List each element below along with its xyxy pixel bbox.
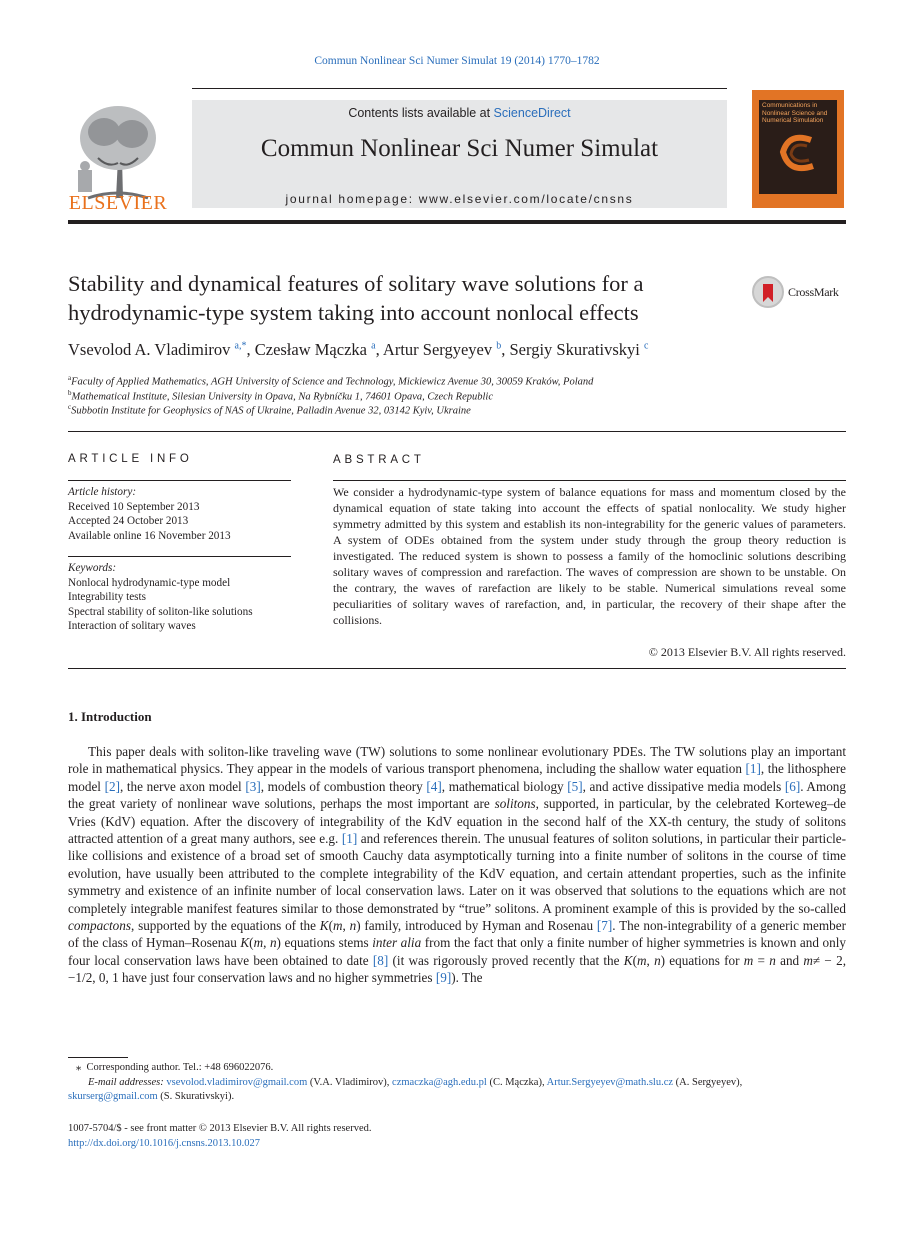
crossmark-icon (752, 276, 784, 308)
body-text-run: and (775, 952, 804, 968)
keywords-rule (68, 556, 291, 557)
italic-text: m (803, 952, 813, 968)
author-3: Artur Sergyeyev $^b$, (382, 340, 510, 359)
body-text-run: ) equations for (660, 952, 744, 968)
body-text-run: , the lithosphere model (68, 761, 846, 794)
author-4: Sergiy Skurativskyi $^c$ (509, 340, 649, 359)
journal-masthead (68, 88, 846, 224)
article-info-rule (68, 480, 291, 481)
citation-ref-link[interactable]: [7] (596, 918, 613, 934)
body-text-run: ( (328, 918, 333, 934)
author-1-affil-marker[interactable]: a,* (234, 340, 247, 352)
body-text-run: , and active dissipative media models (582, 778, 785, 794)
keywords-label: Keywords: (68, 562, 117, 574)
body-text-run: , mathematical biology (441, 778, 568, 794)
italic-text: n (654, 952, 661, 968)
citation-ref-link[interactable]: [1] (341, 831, 358, 847)
crossmark-label: CrossMark (788, 285, 839, 299)
online-date: Available online 16 November 2013 (68, 529, 231, 542)
sciencedirect-link[interactable]: ScienceDirect (493, 106, 571, 120)
cover-text: Communications in Nonlinear Science and Numerical Simulation (762, 102, 828, 124)
doi-link[interactable]: http://dx.doi.org/10.1016/j.cnsns.2013.10.027 (68, 1137, 261, 1149)
email-link[interactable]: vsevolod.vladimirov@gmail.com (166, 1076, 308, 1088)
email-addresses: E-mail addresses: vsevolod.vladimirov@gmail.com (V.A. Vladimirov), czmaczka@agh.edu.pl (C. Mączka), Artur.Sergyeyev@math.slu.cz (A. Sergyeyev), (88, 1076, 743, 1088)
masthead-top-rule (192, 88, 727, 89)
journal-banner (192, 100, 727, 208)
elsevier-wordmark: ELSEVIER (68, 192, 168, 214)
body-text-run: , (646, 952, 655, 968)
affiliation-b: $^b$Mathematical Institute, Silesian University in Opava, Na Rybníčku 1, 74601 Opava, Czech Republic (68, 389, 493, 403)
body-text-run: from the fact that only a finite number of higher symmetries is known and only four local conservation laws have been obtained to date (68, 935, 846, 968)
body-text-run: , supported, in particular, by the celebrated Korteweg–de Vries (KdV) equation. After the discovery of integrability of the KdV equation in the second half of the XX-th century, the study of solitons attracted attention of a great many authors, see e.g. (68, 796, 846, 847)
article-title: Stability and dynamical features of solitary wave solutions for a hydrodynamic-type system taking into account nonlocal effects (68, 271, 644, 325)
body-text-run: and references therein. The unusual features of soliton solutions, in particular their particle-like collisions and existence of a broad set of smooth Cauchy data asymptotically turning into a finite number of solitons in the course of time evolution, have usually been attributed to the complete integrability of the KdV equation, and certain attendant properties, such as the infinite symmetry and existence of an infinite number of local conservation laws. Later on it was observed that solutions to the equations which are not completely integrable manifest features similar to those demonstrated by “true” solitons. A prominent example of this is provided by the so-called (68, 831, 846, 916)
affiliation-divider (68, 431, 846, 432)
journal-citation[interactable]: Commun Nonlinear Sci Numer Simulat 19 (2014) 1770–1782 (314, 55, 600, 67)
citation-ref-link[interactable]: [3] (245, 778, 261, 794)
citation-ref-link[interactable]: [8] (372, 952, 389, 968)
body-text-run: , supported by the equations of the (131, 918, 320, 934)
author-2: Czesław Mączka $^a$, (254, 340, 383, 359)
body-text-run: , (263, 935, 270, 951)
contents-prefix: Contents lists available at (348, 106, 494, 120)
keywords (68, 561, 293, 634)
email-link[interactable]: skurserg@gmail.com (68, 1091, 158, 1102)
introduction-heading: 1. Introduction (68, 709, 152, 724)
article-info-heading: ARTICLE INFO (68, 453, 193, 465)
body-text-run: = (753, 952, 770, 968)
body-text-run: . Among the great variety of nonlinear wave solutions, perhaps the most important are (68, 778, 846, 812)
italic-text: inter alia (372, 935, 422, 951)
citation-ref-link[interactable]: [1] (745, 761, 761, 777)
keyword-item: Nonlocal hydrodynamic-type model (68, 576, 231, 589)
body-text-run: ) equations stems (276, 935, 373, 951)
italic-text: m (743, 952, 754, 968)
abstract-copyright: © 2013 Elsevier B.V. All rights reserved. (648, 645, 846, 659)
abstract-bottom-rule (68, 668, 846, 669)
abstract-heading: ABSTRACT (333, 454, 425, 466)
author-3-affil-marker[interactable]: b (496, 340, 502, 352)
body-text-run: , (342, 918, 350, 934)
italic-text: n (349, 918, 357, 934)
affiliation-a: $^a$Faculty of Applied Mathematics, AGH University of Science and Technology, Mickiewicz Avenue 30, 30059 Kraków, Poland (68, 374, 594, 388)
footnote-rule (68, 1057, 128, 1058)
italic-text: solitons (494, 796, 536, 812)
email-link[interactable]: czmaczka@agh.edu.pl (392, 1076, 487, 1088)
body-text-run: , the nerve axon model (119, 778, 246, 794)
author-list (68, 340, 848, 360)
history-label: Article history: (68, 486, 137, 498)
italic-text: m (636, 952, 647, 968)
footnotes (68, 1061, 846, 1105)
email-addresses-cont: skurserg@gmail.com (S. Skurativskyi). (68, 1091, 235, 1102)
email-label: E-mail addresses: (88, 1076, 164, 1088)
italic-text: K (240, 935, 250, 951)
journal-cover-thumbnail[interactable] (752, 90, 844, 208)
italic-text: m (253, 935, 264, 951)
citation-ref-link[interactable]: [4] (426, 778, 442, 794)
citation-ref-link[interactable]: [2] (104, 778, 120, 794)
keyword-item: Interaction of solitary waves (68, 620, 196, 632)
italic-text: compactons (68, 918, 131, 934)
keyword-item: Integrability tests (68, 591, 146, 603)
body-text-run: (it was rigorously proved recently that the (388, 952, 624, 968)
email-link[interactable]: Artur.Sergyeyev@math.slu.cz (546, 1076, 674, 1088)
body-text-run: ( (632, 952, 637, 968)
body-text-run: ) family, introduced by Hyman and Rosenau (356, 918, 597, 934)
abstract-rule (333, 480, 846, 481)
journal-homepage[interactable]: journal homepage: www.elsevier.com/locate/cnsns (285, 192, 634, 206)
italic-text: K (319, 918, 329, 934)
body-text-run: ). The (451, 970, 483, 986)
citation-ref-link[interactable]: [6] (784, 778, 801, 794)
italic-text: K (623, 952, 633, 968)
introduction-paragraph (68, 743, 846, 987)
body-text-run: . The non-integrability of a generic member of the class of Hyman–Rosenau (68, 918, 846, 951)
author-2-affil-marker[interactable]: a (371, 340, 376, 352)
citation-ref-link[interactable]: [9] (435, 970, 452, 986)
citation-ref-link[interactable]: [5] (567, 778, 583, 794)
body-text-run: ≠ − 2, −1/2, 0, 1 have just four conservation laws and no higher symmetries (68, 952, 847, 986)
author-1: Vsevolod A. Vladimirov $^{a,*}$, (68, 340, 255, 359)
masthead-rule (68, 220, 846, 224)
journal-title: Commun Nonlinear Sci Numer Simulat (260, 135, 659, 162)
article-history (68, 485, 293, 543)
body-text-run: ( (249, 935, 254, 951)
body-text-run: This paper deals with soliton-like traveling wave (TW) solutions to some nonlinear evolutionary PDEs. The TW solutions play an important role in mathematical physics. They appear in the models of various transport phenomena, including the shallow water equation (68, 744, 846, 777)
author-4-affil-marker[interactable]: c (643, 340, 649, 352)
abstract-text: We consider a hydrodynamic-type system of balance equations for mass and momentum closed by the dynamical equation of state taking into account the effects of spatial nonlocality. We study higher symmetry admitted by this system and establish its non-integrability for the generic values of parameters. A system of ODEs obtained from the system under study through the group theory reduction is investigated. The reduced system is shown to possess a family of the homoclinic solutions describing solitary waves of compression and rarefaction. The waves of compression are shown to be unstable. On the contrary, the waves of rarefaction are likely to be stable. Numerical simulations reveal some peculiarities of solitary waves of rarefaction, and, in particular, the recovery of their shape after the collisions. (333, 485, 846, 627)
crossmark-badge[interactable] (752, 275, 846, 313)
keyword-item: Spectral stability of soliton-like solutions (68, 605, 253, 618)
issn-line: 1007-5704/$ - see front matter © 2013 Elsevier B.V. All rights reserved. (68, 1123, 372, 1134)
corresponding-author-note: ⁎ Corresponding author. Tel.: +48 696022076. (76, 1062, 274, 1073)
italic-text: n (769, 952, 776, 968)
affiliation-c: $^c$Subbotin Institute for Geophysics of NAS of Ukraine, Palladin Avenue 32, 03142 Kyiv, Ukraine (68, 403, 471, 417)
received-date: Received 10 September 2013 (68, 500, 200, 513)
contents-line (192, 106, 727, 120)
accepted-date: Accepted 24 October 2013 (68, 515, 189, 527)
front-matter (68, 1122, 668, 1151)
italic-text: m (332, 918, 343, 934)
italic-text: n (269, 935, 277, 951)
body-text-run: , models of combustion theory (260, 778, 427, 794)
